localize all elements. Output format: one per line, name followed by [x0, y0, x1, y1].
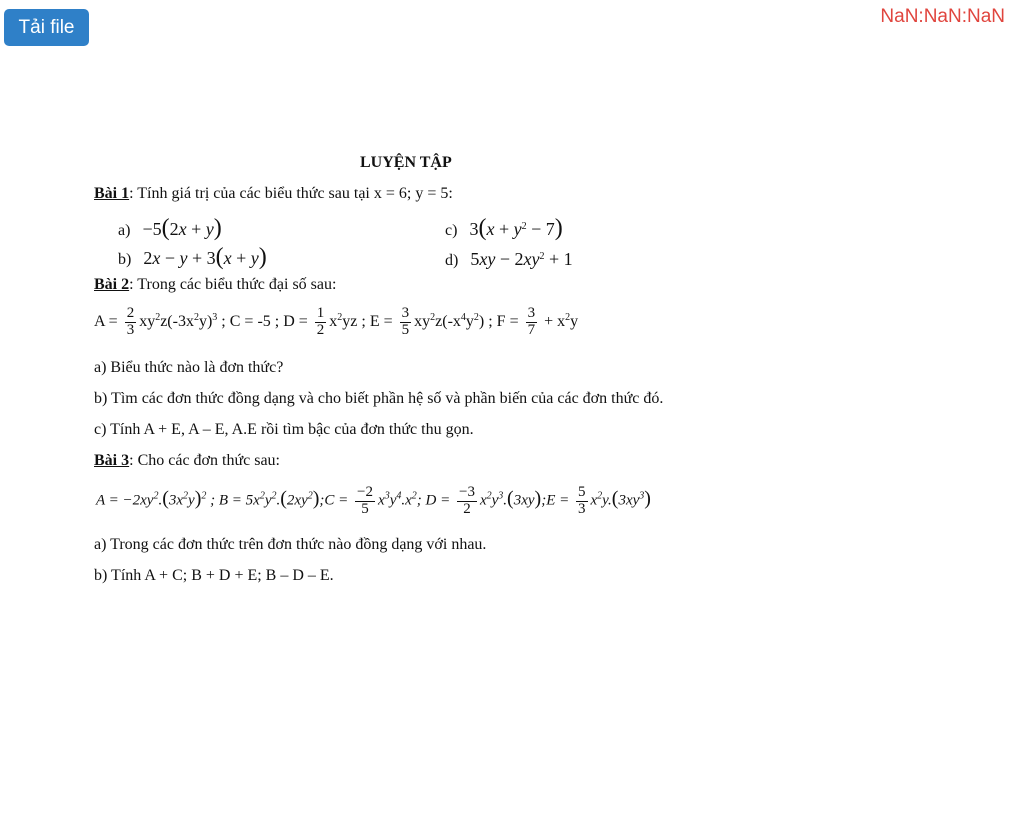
bai3-label: Bài 3 — [94, 452, 130, 469]
bai2-label: Bài 2 — [94, 276, 130, 293]
bai3-heading — [94, 453, 280, 469]
bai3-question-b: b) Tính A + C; B + D + E; B – D – E. — [94, 567, 334, 584]
bai2-heading — [94, 277, 336, 293]
bai2-question-b: b) Tìm các đơn thức đồng dạng và cho biết phần hệ số và phần biến của các đơn thức đó. — [94, 390, 664, 407]
bai2-question-c: c) Tính A + E, A – E, A.E rồi tìm bậc của đơn thức thu gọn. — [94, 421, 474, 438]
bai1-d-label: d) — [445, 252, 459, 269]
bai1-item-b — [118, 245, 267, 269]
bai1-d-expr: $5xy - 2xy^2 + 1$ — [470, 249, 573, 269]
bai3-prompt: : Cho các đơn thức sau: — [129, 452, 280, 469]
bai1-b-expr: 2x − y + 3(x + y) — [143, 244, 267, 270]
bai2-expressions: A = $\frac{2}{3}$ $xy^2z(-3x^2y)^3$ ; C = -5 ; D = $\frac{1}{2}$ $x^2yz$ ; E = $\frac{3}{5}$ $xy^2z(-x^4y^2)$ ; F = $\frac{3}{7}$ + $x^2y$ — [94, 305, 579, 338]
page-title: LUYỆN TẬP — [360, 154, 452, 171]
bai2-question-a: a) Biểu thức nào là đơn thức? — [94, 359, 284, 376]
bai1-c-expr: $3(x + y^2 - 7)$ — [469, 215, 563, 241]
bai1-b-label: b) — [118, 251, 132, 268]
bai1-c-label: c) — [445, 222, 458, 239]
download-file-button[interactable]: Tải file — [4, 9, 89, 46]
bai1-item-a — [118, 216, 222, 240]
bai1-a-expr: −5(2x + y) — [142, 215, 222, 241]
bai3-monomials: $A = -2xy^2.(3x^2y)^2$ ; $B = 5x^2y^2.(2xy^2);C$ = $\frac{-2}{5}$ $x^3y^4.x^2$; D = $\frac{-3}{2}$ $x^2y^3.(3xy);E$ = $\frac{5}{3}$ $x^2y.(3xy^3)$ — [96, 484, 651, 517]
bai1-prompt: : Tính giá trị của các biểu thức sau tại x = 6; y = 5: — [129, 185, 453, 202]
bai1-item-d — [445, 250, 573, 269]
bai2-prompt: : Trong các biểu thức đại số sau: — [129, 276, 337, 293]
bai3-question-a: a) Trong các đơn thức trên đơn thức nào đồng dạng với nhau. — [94, 536, 487, 553]
bai1-a-label: a) — [118, 222, 131, 239]
countdown-timer: NaN:NaN:NaN — [880, 6, 1005, 27]
bai1-item-c — [445, 216, 563, 240]
bai1-heading — [94, 186, 453, 202]
bai1-label: Bài 1 — [94, 185, 130, 202]
